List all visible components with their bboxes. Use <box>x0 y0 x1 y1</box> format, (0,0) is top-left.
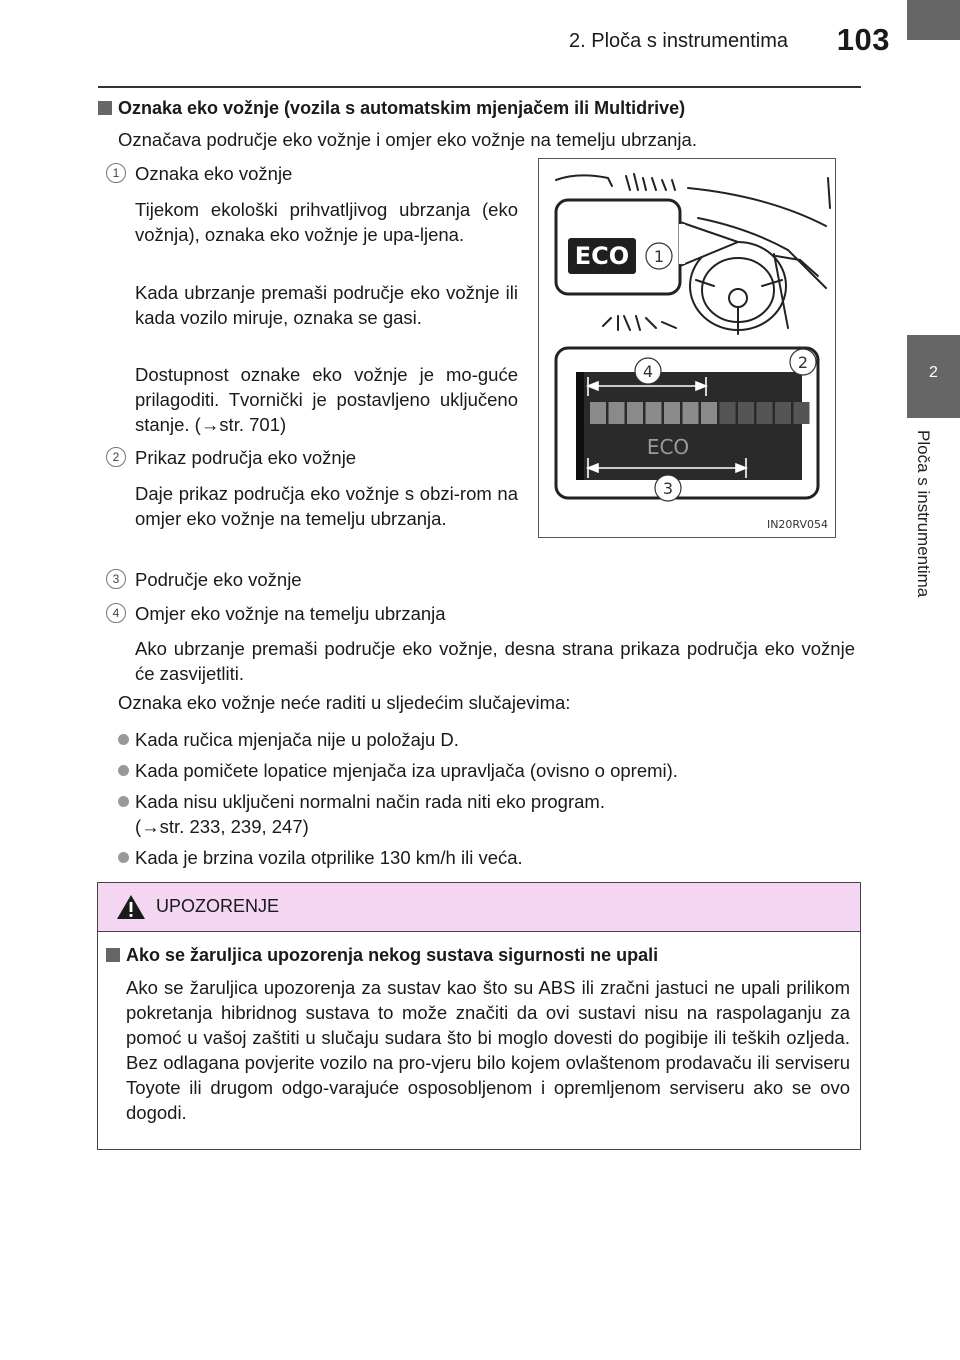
gauge-display <box>576 372 802 480</box>
gauge-segment <box>664 402 680 424</box>
bullet-icon <box>118 796 129 807</box>
item-1-title: Oznaka eko vožnje <box>135 163 293 184</box>
side-tab-number: 2 <box>907 335 960 418</box>
bullet-icon <box>118 852 129 863</box>
condition-2-text: Kada pomičete lopatice mjenjača iza upravljača (ovisno o opremi). <box>135 760 678 781</box>
item-number-2: 2 <box>106 447 126 467</box>
gauge-segment <box>738 402 754 424</box>
warning-heading-text: Ako se žaruljica upozorenja nekog sustava sigurnosti ne upali <box>126 945 659 965</box>
item-4-title: Omjer eko vožnje na temelju ubrzanja <box>135 603 446 624</box>
warning-label: UPOZORENJE <box>156 896 280 916</box>
gauge-segment <box>701 402 717 424</box>
side-tab-label: Ploča s instrumentima <box>914 430 933 598</box>
page-number: 103 <box>836 22 890 57</box>
item-1-paragraph-2: Kada ubrzanje premaši područje eko vožnje ili kada vozilo miruje, oznaka se gasi. <box>135 282 518 328</box>
item-1-paragraph-3: Dostupnost oznake eko vožnje je mo-guće prilagoditi. Tvornički je postavljeno uključeno stanje. (→str. 701) <box>135 364 518 435</box>
item-number-3: 3 <box>106 569 126 589</box>
item-1-paragraph-1: Tijekom ekološki prihvatljivog ubrzanja (eko vožnja), oznaka eko vožnje je upa-ljena. <box>135 199 518 245</box>
side-tab-top-bar <box>907 0 960 40</box>
gauge-segment <box>794 402 810 424</box>
warning-box <box>97 882 861 1150</box>
item-2-paragraph-1: Daje prikaz područja eko vožnje s obzi-rom na omjer eko vožnje na temelju ubrzanja. <box>135 483 518 529</box>
gauge-segment <box>720 402 736 424</box>
condition-1 <box>118 727 459 752</box>
figure-code: IN20RV054 <box>766 518 828 531</box>
item-4-paragraph-1: Ako ubrzanje premaši područje eko vožnje, desna strana prikaza područja eko vožnje će zasvijetliti. <box>135 638 855 684</box>
warning-heading <box>106 945 658 966</box>
item-number-4: 4 <box>106 603 126 623</box>
bullet-icon <box>118 734 129 745</box>
item-2-title: Prikaz područja eko vožnje <box>135 447 357 468</box>
header-rule <box>98 86 861 88</box>
warning-triangle-icon <box>116 893 146 921</box>
conditions-intro: Oznaka eko vožnje neće raditi u sljedećim slučajevima: <box>118 692 571 713</box>
gauge-segment <box>646 402 662 424</box>
callout-4-text: 4 <box>642 362 654 381</box>
condition-3-reference: (→str. 233, 239, 247) <box>135 816 309 837</box>
callout-3-text: 3 <box>662 479 674 498</box>
callout-1-text: 1 <box>653 247 665 266</box>
warning-body: Ako se žaruljica upozorenja za sustav kao što su ABS ili zračni jastuci ne upali prilikom pokretanja hibridnog sustava to može značiti da ovi sustavi nisu na raspolaganju za pomoć u vašoj zaštiti u slučaju sudara što bi moglo dovesti do pogibije ili teških ozljeda. Bez odlagana povjerite vozilo na pro-vjeru bilo kojem ovlaštenom prodavaču ili serviseru Toyote ili drugom odgo-varajuće osposobljenom i opremljenom serviseru ako se ovo dogodi. <box>126 977 850 1123</box>
condition-4 <box>118 845 523 870</box>
gauge-segment <box>757 402 773 424</box>
condition-3-text: Kada nisu uključeni normalni način rada niti eko program. <box>135 791 605 812</box>
gauge-segment <box>775 402 791 424</box>
figure-illustration <box>538 158 836 538</box>
gauge-segment <box>609 402 625 424</box>
section-heading-text: Oznaka eko vožnje (vozila s automatskim mjenjačem ili Multidrive) <box>118 98 686 118</box>
callout-2-text: 2 <box>797 353 809 372</box>
chapter-title: 2. Ploča s instrumentima <box>569 30 788 52</box>
warning-header <box>98 883 860 932</box>
condition-4-text: Kada je brzina vozila otprilike 130 km/h ili veća. <box>135 847 523 868</box>
gauge-segment <box>627 402 643 424</box>
condition-3 <box>118 789 605 814</box>
item-3-title: Područje eko vožnje <box>135 569 302 590</box>
side-chapter-tab <box>907 0 960 1360</box>
item-number-1: 1 <box>106 163 126 183</box>
section-heading <box>98 98 685 119</box>
square-bullet-icon <box>106 948 120 962</box>
gauge-eco-label: ECO <box>646 435 690 459</box>
eco-indicator-figure <box>538 158 836 538</box>
condition-1-text: Kada ručica mjenjača nije u položaju D. <box>135 729 459 750</box>
eco-badge-text: ECO <box>574 242 630 270</box>
section-intro: Označava područje eko vožnje i omjer eko vožnje na temelju ubrzanja. <box>118 129 697 150</box>
gauge-segment <box>683 402 699 424</box>
bullet-icon <box>118 765 129 776</box>
gauge-segment <box>590 402 606 424</box>
condition-2 <box>118 758 678 783</box>
square-bullet-icon <box>98 101 112 115</box>
side-tab-label-box <box>907 420 960 640</box>
